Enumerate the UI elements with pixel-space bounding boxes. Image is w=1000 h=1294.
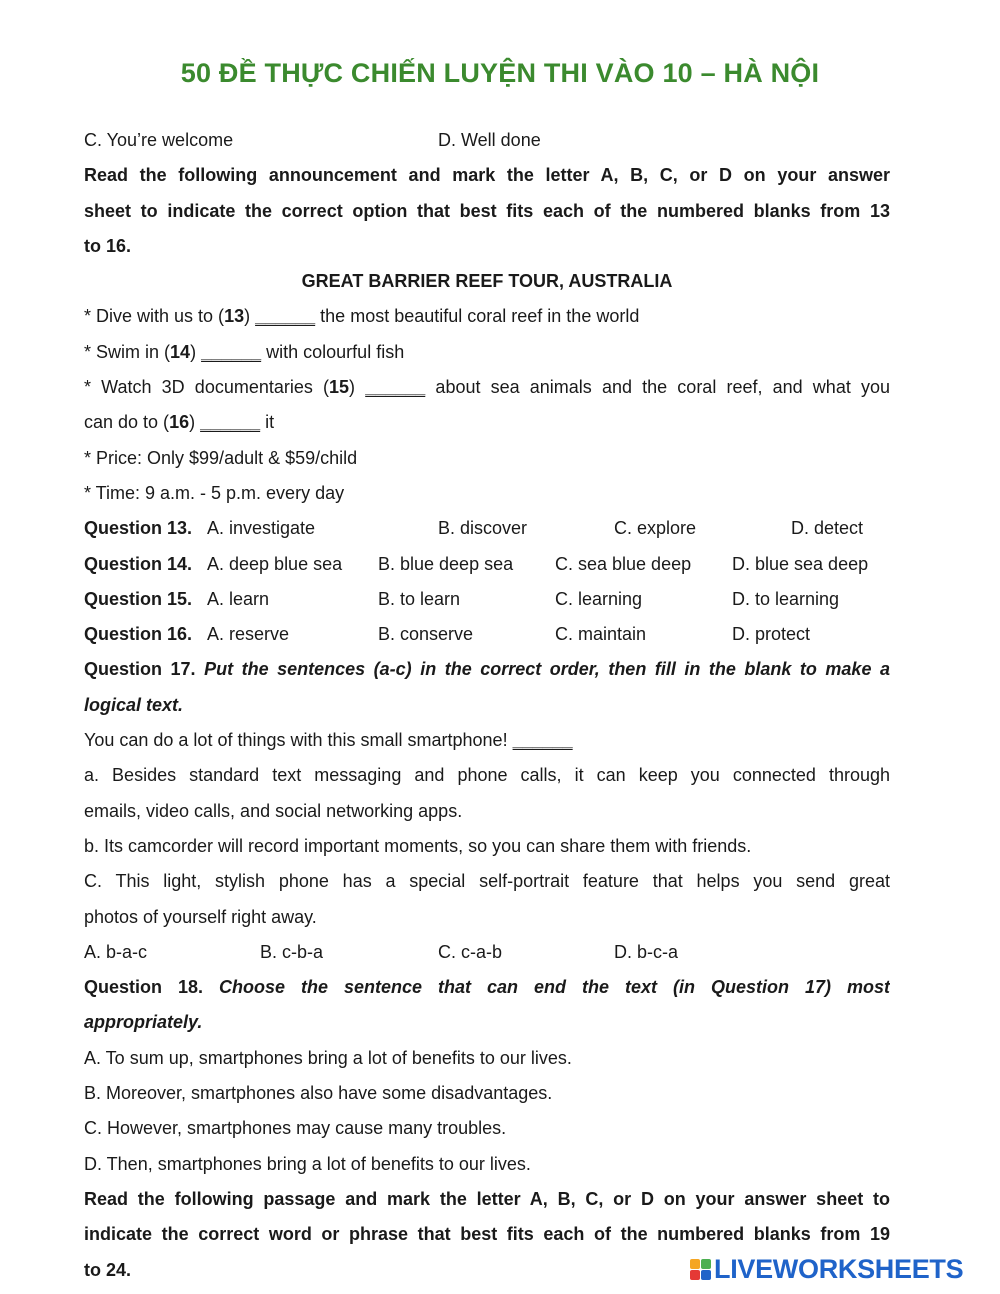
blank-number-14: 14 [170,341,191,362]
option-c: C. You’re welcome [84,130,234,150]
option-a: A. To sum up, smartphones bring a lot of benefits to our lives. [84,1047,572,1068]
instruction-line: to 24. [84,1259,132,1280]
instruction-line: indicate the correct word or phrase that best fits each of the numbered blanks from 19 [84,1224,890,1245]
option-a: A. reserve [207,624,290,645]
page-title: 50 ĐỀ THỰC CHIẾN LUYỆN THI VÀO 10 – HÀ NỘI [180,58,820,88]
logo-square [690,1259,700,1269]
announcement-title: GREAT BARRIER REEF TOUR, AUSTRALIA [301,271,673,292]
option-a: A. deep blue sea [207,553,343,574]
sentence-a-cont: emails, video calls, and social networking apps. [84,800,463,821]
option-d: D. b-c-a [614,941,679,962]
question-16 [84,617,890,652]
option-c: C. explore [614,518,697,539]
liveworksheets-logo [690,1254,963,1284]
blank-number-13: 13 [224,306,245,327]
close-paren: ) [190,341,202,362]
option-d: D. to learning [732,588,840,609]
announcement-line-16 [84,405,890,440]
bullet: * [84,306,97,327]
announcement-line-13 [84,299,890,334]
logo-square [701,1270,711,1280]
question-17-prompt [84,652,890,687]
instruction-line: Read the following announcement and mark the letter A, B, C, or D on your answer [84,165,890,186]
option-b: B. to learn [378,588,461,609]
option-a: A. investigate [207,518,316,539]
text: Dive with us to ( [96,306,225,327]
close-paren: ) [189,412,201,433]
text: Watch 3D documentaries ( [101,377,330,398]
bullet: * [84,377,102,398]
announcement-time: * Time: 9 a.m. - 5 p.m. every day [84,482,345,503]
intro-text: You can do a lot of things with this small smartphone! [84,730,513,751]
close-paren: ) [244,306,256,327]
question-label: Question 16. [84,624,193,645]
question-label: Question 15. [84,588,193,609]
option-c: C. c-a-b [438,941,503,962]
close-paren: ) [349,377,366,398]
instruction-line: Read the following passage and mark the letter A, B, C, or D on your answer sheet to [84,1188,890,1209]
sentence-a: a. Besides standard text messaging and phone calls, it can keep you connected through [84,765,890,786]
option-d: D. Then, smartphones bring a lot of benefits to our lives. [84,1153,531,1174]
announcement-line-15 [84,370,890,405]
question-18-prompt-cont [84,1005,890,1040]
instruction-line: sheet to indicate the correct option that best fits each of the numbered blanks from 13 [84,200,890,221]
prev-question-options [84,123,890,158]
question-17-prompt-cont [84,688,890,723]
option-a: A. learn [207,588,270,609]
option-b: B. discover [438,518,528,539]
instruction-line: to 16. [84,235,132,256]
option-d: D. Well done [438,130,541,150]
worksheet-content [84,123,890,1288]
blank-14: ______ [201,341,262,362]
question-label: Question 13. [84,518,193,539]
text: with colourful fish [261,341,405,362]
option-d: D. protect [732,624,811,645]
question-prompt: Put the sentences (a-c) in the correct order, then fill in the blank to make a [204,659,890,680]
option-d: D. detect [791,518,864,539]
liveworksheets-logo-icon [690,1259,711,1280]
question-13 [84,511,890,546]
option-b: B. Moreover, smartphones also have some disadvantages. [84,1083,553,1104]
text: about sea animals and the coral reef, and what you [425,377,890,398]
option-b: B. conserve [378,624,474,645]
blank-number-15: 15 [329,377,350,398]
option-c: C. sea blue deep [555,553,692,574]
blank-16: ______ [200,412,261,433]
blank-13: ______ [255,306,316,327]
question-prompt: Choose the sentence that can end the text (in Question 17) most [219,977,890,998]
sentence-c: C. This light, stylish phone has a special self-portrait feature that helps you send great [84,871,890,892]
option-b: B. blue deep sea [378,553,514,574]
question-label: Question 14. [84,553,193,574]
blank-15: ______ [365,377,426,398]
option-c: C. learning [555,588,643,609]
text: can do to ( [84,412,170,433]
question-prompt: logical text. [84,694,184,715]
sentence-c-cont: photos of yourself right away. [84,906,317,927]
blank-17: ______ [512,730,573,751]
question-label: Question 18. [84,977,204,998]
option-a: A. b-a-c [84,941,148,962]
option-c: C. However, smartphones may cause many troubles. [84,1118,507,1139]
option-b: B. c-b-a [260,941,324,962]
announcement-line-14 [84,335,890,370]
logo-square [701,1259,711,1269]
question-14 [84,547,890,582]
question-18-prompt [84,970,890,1005]
logo-square [690,1270,700,1280]
logo-text: LIVEWORKSHEETS [714,1253,964,1284]
question-label: Question 17. [84,659,196,680]
option-c: C. maintain [555,624,647,645]
text: it [260,412,275,433]
sentence-b: b. Its camcorder will record important moments, so you can share them with friends. [84,835,752,856]
bullet: * [84,341,97,362]
question-prompt: appropriately. [84,1012,203,1033]
announcement-price: * Price: Only $99/adult & $59/child [84,447,358,468]
text: Swim in ( [96,341,171,362]
question-17-intro [84,723,890,758]
blank-number-16: 16 [169,412,190,433]
text: the most beautiful coral reef in the world [315,306,640,327]
question-17-options [84,935,890,970]
option-d: D. blue sea deep [732,553,869,574]
question-15 [84,582,890,617]
